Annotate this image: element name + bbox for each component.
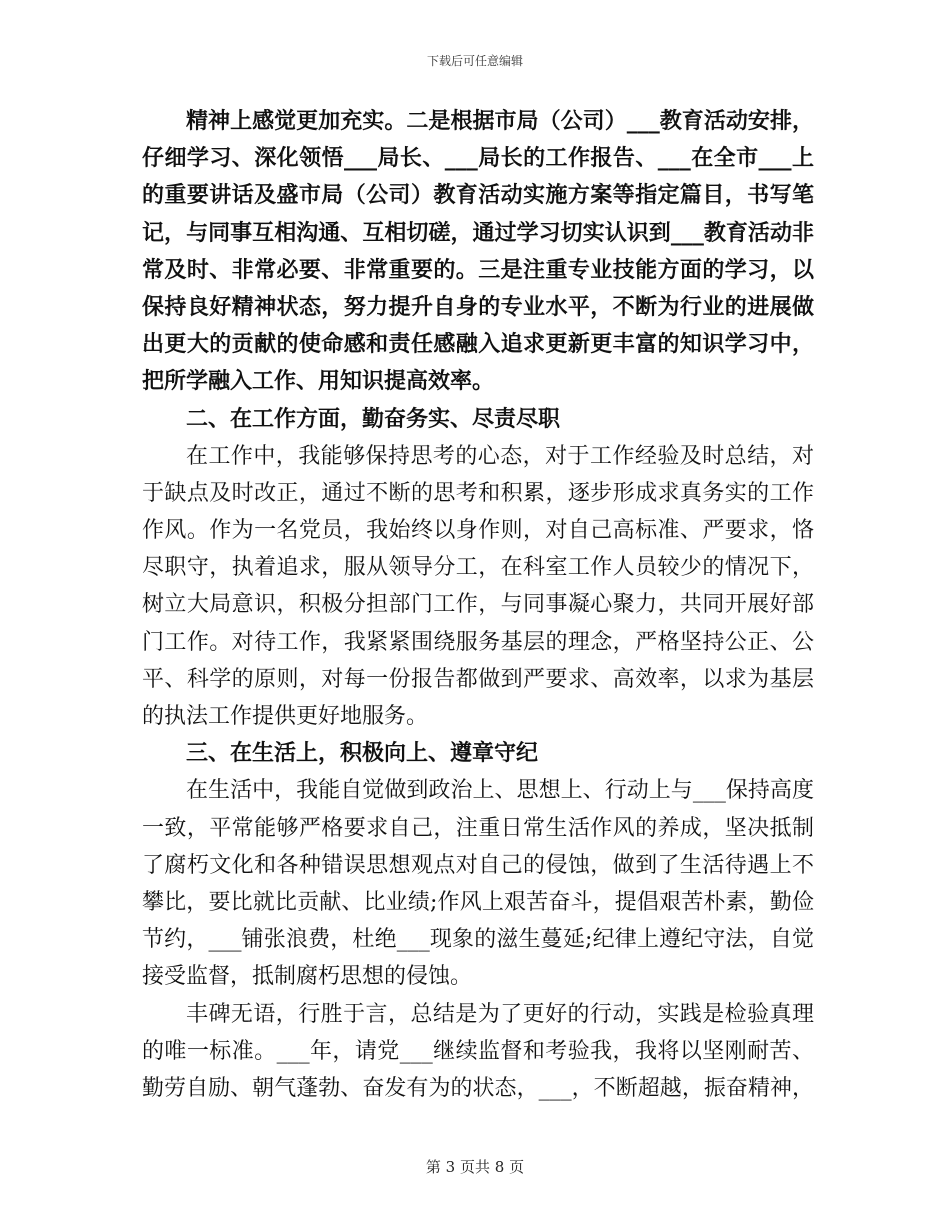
text-line: 的重要讲话及盛市局（公司）教育活动实施方案等指定篇目，书写笔 [142, 182, 814, 209]
text-line: 攀比，要比就比贡献、比业绩;作风上艰苦奋斗，提倡艰苦朴素，勤俭 [142, 889, 814, 915]
text-line: 的唯一标准。___年，请党___继续监督和考验我，我将以坚刚耐苦、 [142, 1038, 814, 1064]
text-line: 节约，___铺张浪费，杜绝___现象的滋生蔓延;纪律上遵纪守法，自觉 [142, 927, 814, 953]
document-body [142, 103, 814, 1107]
text-line: 精神上感觉更加充实。二是根据市局（公司）___教育活动安排， [186, 108, 814, 134]
text-line: 一致，平常能够严格要求自己，注重日常生活作风的养成，坚决抵制 [142, 815, 814, 841]
text-line: 仔细学习、深化领悟___局长、___局长的工作报告、___在全市___上 [142, 145, 814, 172]
text-line: 平、科学的原则，对每一份报告都做到严要求、高效率，以求为基层 [142, 666, 814, 692]
text-line: 保持良好精神状态，努力提升自身的专业水平，不断为行业的进展做 [142, 293, 814, 320]
text-line: 出更大的贡献的使命感和责任感融入追求更新更丰富的知识学习中， [142, 331, 814, 358]
text-line: 丰碑无语，行胜于言，总结是为了更好的行动，实践是检验真理 [186, 1001, 814, 1027]
text-line: 常及时、非常必要、非常重要的。三是注重专业技能方面的学习，以 [142, 256, 814, 283]
text-line: 了腐朽文化和各种错误思想观点对自己的侵蚀，做到了生活待遇上不 [142, 852, 814, 878]
text-line: 的执法工作提供更好地服务。 [142, 704, 429, 729]
text-line: 树立大局意识，积极分担部门工作，与同事凝心聚力，共同开展好部 [142, 592, 814, 618]
text-line: 在生活中，我能自觉做到政治上、思想上、行动上与___保持高度 [186, 778, 814, 804]
text-line: 于缺点及时改正，通过不断的思考和积累，逐步形成求真务实的工作 [142, 480, 814, 506]
page-number: 第 3 页共 8 页 [425, 1158, 525, 1176]
text-line: 作风。作为一名党员，我始终以身作则，对自己高标准、严要求，恪 [142, 518, 814, 544]
text-line: 勤劳自励、朝气蓬勃、奋发有为的状态，___，不断超越，振奋精神， [142, 1075, 814, 1101]
text-line: 把所学融入工作、用知识提高效率。 [142, 368, 495, 395]
page-header-note: 下载后可任意编辑 [426, 54, 523, 68]
text-line: 接受监督，抵制腐朽思想的侵蚀。 [142, 964, 473, 990]
text-line: 尽职守，执着追求，服从领导分工，在科室工作人员较少的情况下， [142, 555, 814, 581]
text-line: 三、在生活上，积极向上、遵章守纪 [186, 740, 539, 767]
text-line: 在工作中，我能够保持思考的心态，对于工作经验及时总结，对 [186, 443, 814, 469]
text-line: 二、在工作方面，勤奋务实、尽责尽职 [186, 405, 561, 432]
text-line: 记，与同事互相沟通、互相切磋，通过学习切实认识到___教育活动非 [142, 219, 814, 246]
text-line: 门工作。对待工作，我紧紧围绕服务基层的理念，严格坚持公正、公 [142, 629, 814, 655]
